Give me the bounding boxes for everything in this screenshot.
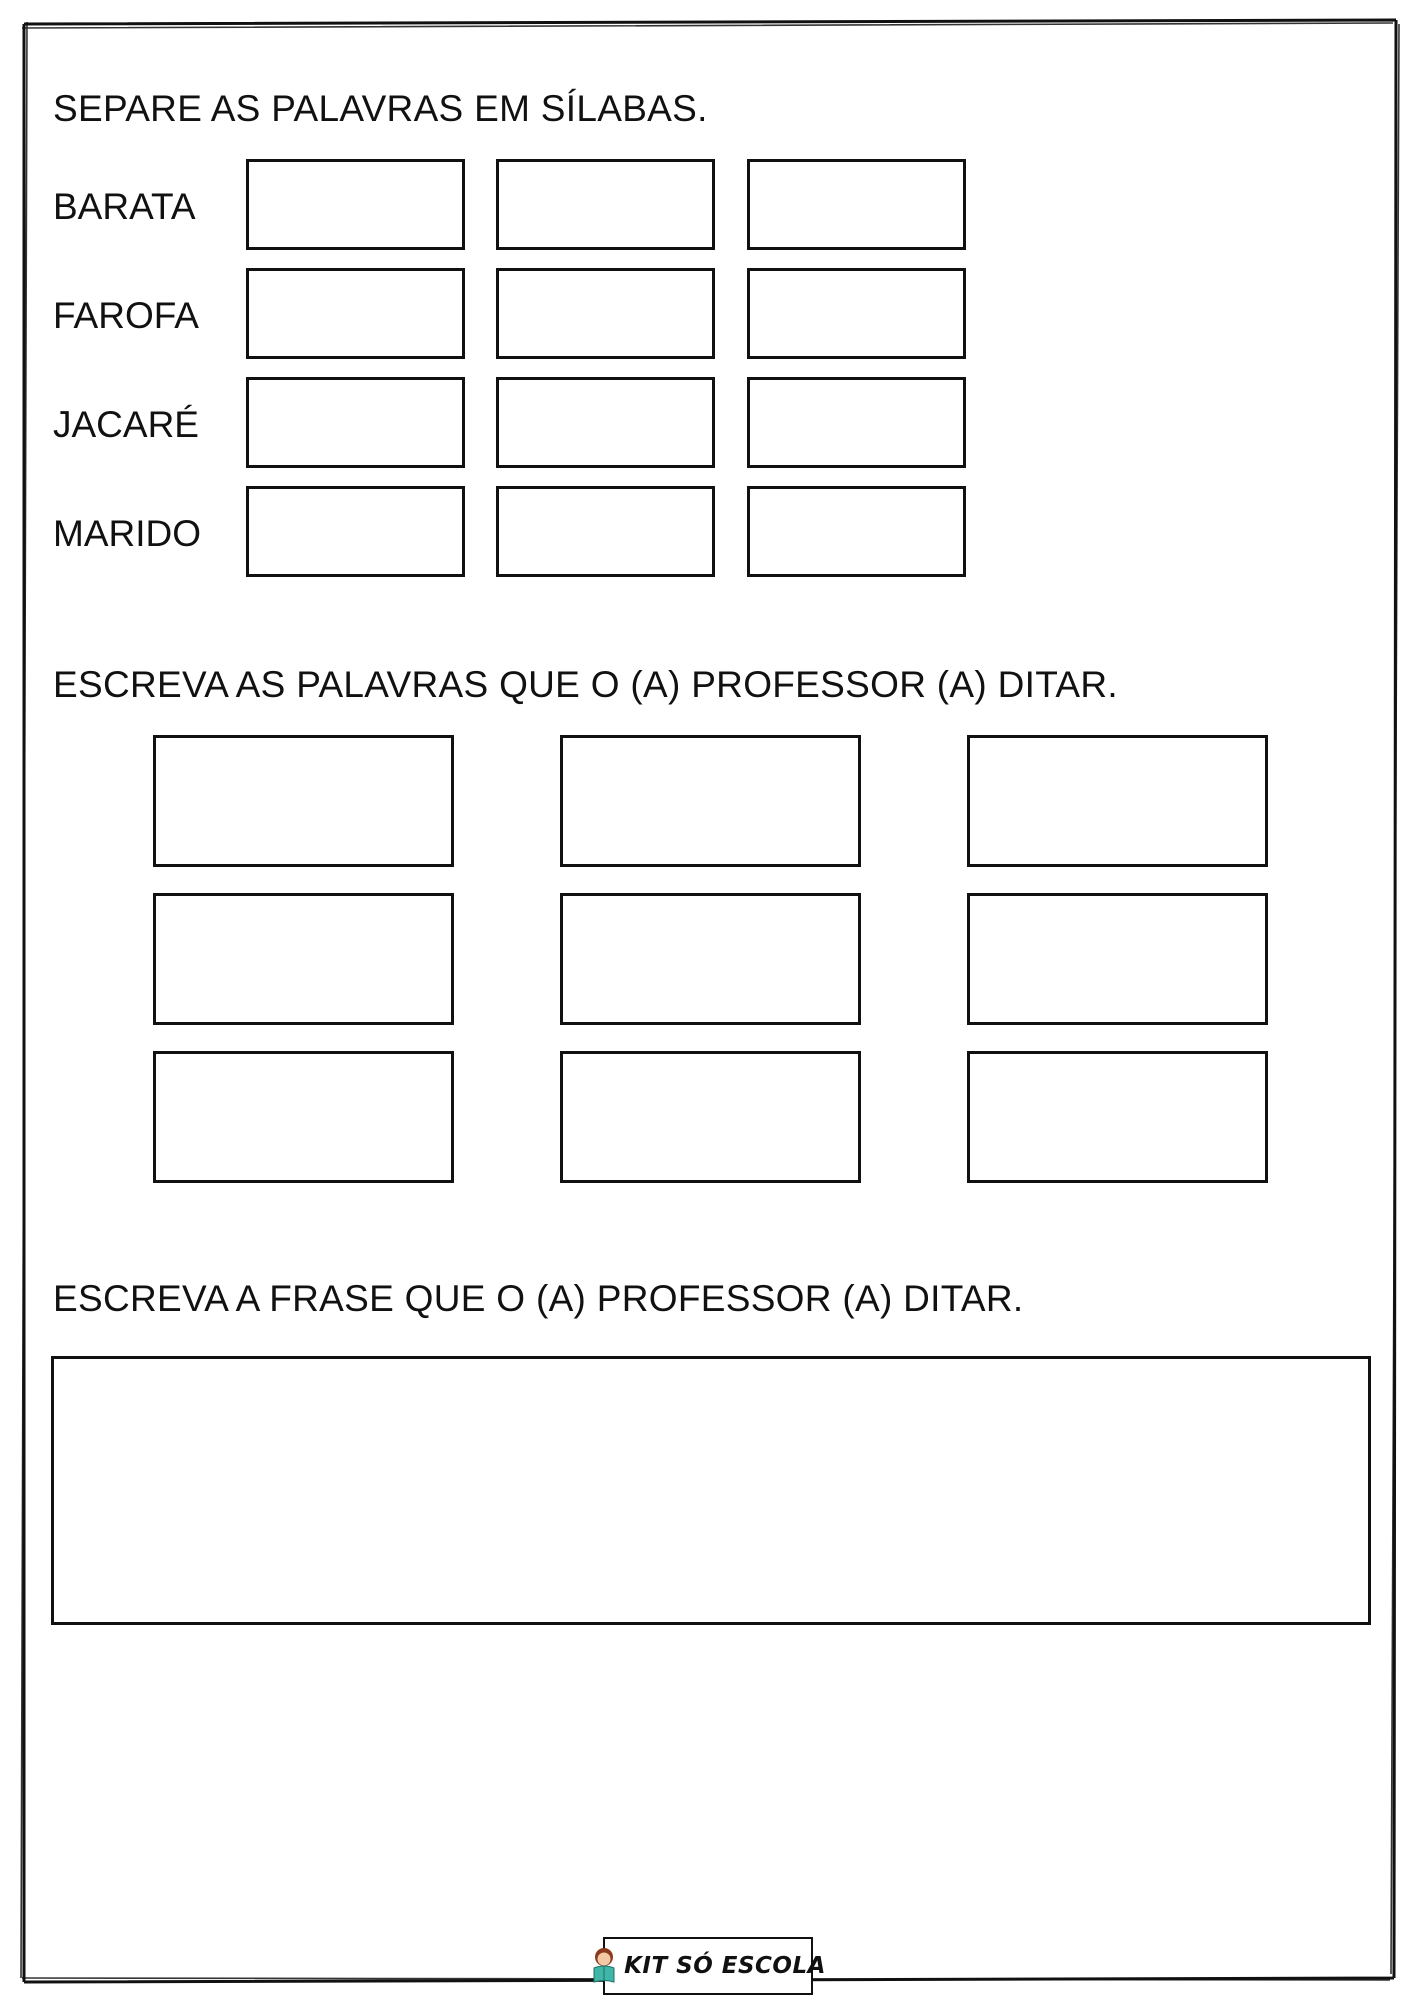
child-reading-book-icon [590,1946,618,1986]
syllable-box[interactable] [246,377,465,468]
syllable-box[interactable] [246,268,465,359]
syllable-box[interactable] [747,377,966,468]
dictation-word-box[interactable] [967,893,1268,1025]
kit-so-escola-logo [603,1937,826,1995]
syllable-box[interactable] [496,486,715,577]
dictation-word-box[interactable] [153,893,454,1025]
dictation-sentence-box[interactable] [51,1356,1371,1625]
dictation-word-box[interactable] [967,1051,1268,1183]
dictation-words-instruction: ESCREVA AS PALAVRAS QUE O (A) PROFESSOR (A) DITAR. [53,664,1118,705]
syllable-box[interactable] [496,377,715,468]
word-label-marido: MARIDO [53,513,201,554]
dictation-word-box[interactable] [560,893,861,1025]
syllable-box[interactable] [747,486,966,577]
syllable-box[interactable] [747,268,966,359]
syllable-box[interactable] [246,159,465,250]
dictation-word-box[interactable] [560,735,861,867]
word-label-barata: BARATA [53,186,196,227]
dictation-word-box[interactable] [153,1051,454,1183]
word-label-farofa: FAROFA [53,295,199,336]
dictation-word-box[interactable] [967,735,1268,867]
word-label-jacare: JACARÉ [53,404,199,445]
dictation-word-box[interactable] [153,735,454,867]
syllable-box[interactable] [496,159,715,250]
logo-text: KIT SÓ ESCOLA [624,1953,826,1979]
syllable-box[interactable] [246,486,465,577]
syllable-instruction: SEPARE AS PALAVRAS EM SÍLABAS. [53,88,708,129]
dictation-word-box[interactable] [560,1051,861,1183]
syllable-box[interactable] [496,268,715,359]
syllable-box[interactable] [747,159,966,250]
dictation-sentence-instruction: ESCREVA A FRASE QUE O (A) PROFESSOR (A) DITAR. [53,1278,1024,1319]
